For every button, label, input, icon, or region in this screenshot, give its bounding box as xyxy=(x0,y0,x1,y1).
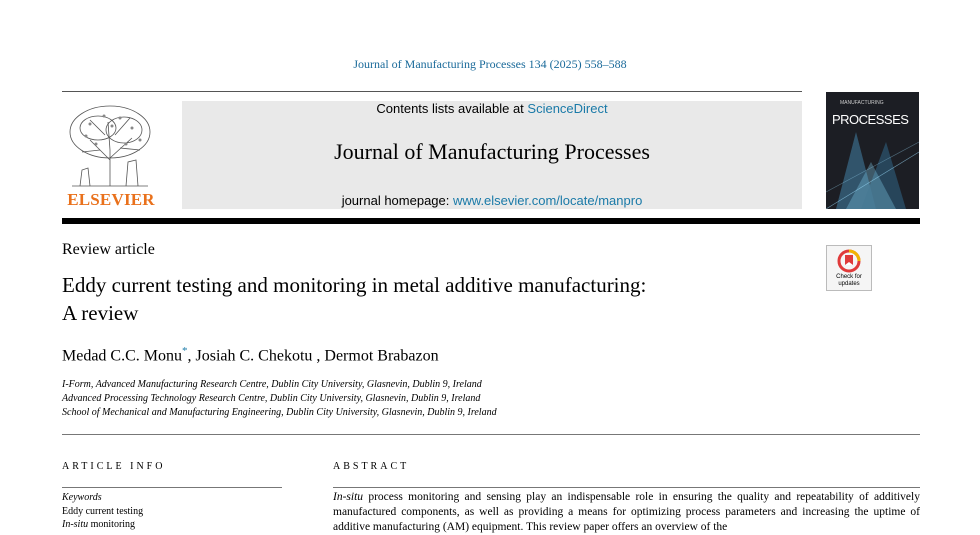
contents-line xyxy=(182,101,802,116)
check-updates-label: Check for updates xyxy=(836,274,862,287)
article-info-heading: ARTICLE INFO xyxy=(62,461,166,472)
keyword-prefix: In-situ xyxy=(62,519,89,530)
header-rule xyxy=(62,91,802,92)
homepage-prefix: journal homepage: xyxy=(341,193,453,208)
check-updates-icon xyxy=(827,247,871,275)
affiliation: I-Form, Advanced Manufacturing Research Centre, Dublin City University, Glasnevin, Dublin 9, Ireland xyxy=(62,379,482,390)
affiliation: School of Mechanical and Manufacturing Engineering, Dublin City University, Glasnevin, Dublin 9, Ireland xyxy=(62,407,497,418)
author-separator: , xyxy=(312,347,325,365)
keywords-heading: Keywords xyxy=(62,492,102,503)
keyword-text: monitoring xyxy=(90,519,136,530)
header-thick-rule xyxy=(62,218,920,224)
article-info-rule xyxy=(62,487,282,488)
abstract-text xyxy=(333,490,920,535)
homepage-line xyxy=(182,193,802,208)
journal-name: Journal of Manufacturing Processes xyxy=(334,139,650,164)
author-separator: , xyxy=(187,347,196,365)
author-list xyxy=(62,345,439,365)
article-type: Review article xyxy=(62,241,155,258)
abstract-lead: In-situ xyxy=(333,491,364,503)
check-for-updates-badge[interactable] xyxy=(826,245,872,291)
article-title-line-2: A review xyxy=(62,301,139,325)
article-title xyxy=(62,271,802,327)
author-name[interactable]: Dermot Brabazon xyxy=(324,347,439,365)
author-name[interactable]: Medad C.C. Monu xyxy=(62,347,182,365)
abstract-body: process monitoring and sensing play an indispensable role in ensuring the quality and repeatability of additively manufactured components, as well as providing a means for optimizing process parameters and increasing the uptime of additive manufacturing (AM) equipment. This review paper offers an overview of the xyxy=(333,491,920,533)
journal-cover[interactable] xyxy=(826,92,919,209)
affiliation: Advanced Processing Technology Research Centre, Dublin City University, Glasnevin, Dublin 9, Ireland xyxy=(62,393,481,404)
article-title-line-1: Eddy current testing and monitoring in metal additive manufacturing: xyxy=(62,273,647,297)
author-name[interactable]: Josiah C. Chekotu xyxy=(195,347,313,365)
section-rule xyxy=(62,434,920,435)
abstract-rule xyxy=(333,487,920,488)
cover-artwork xyxy=(826,92,919,209)
sciencedirect-link[interactable]: ScienceDirect xyxy=(527,101,608,116)
keyword xyxy=(62,519,135,530)
journal-citation[interactable]: Journal of Manufacturing Processes 134 (2025) 558–588 xyxy=(353,57,627,71)
cover-small-text: MANUFACTURING xyxy=(840,100,884,106)
keyword: Eddy current testing xyxy=(62,506,144,517)
abstract-heading: ABSTRACT xyxy=(333,461,410,472)
contents-prefix: Contents lists available at xyxy=(376,101,528,116)
cover-title: PROCESSES xyxy=(832,112,909,127)
corresponding-author-mark[interactable]: * xyxy=(182,345,188,357)
elsevier-wordmark[interactable]: ELSEVIER xyxy=(67,190,155,209)
homepage-link[interactable]: www.elsevier.com/locate/manpro xyxy=(453,193,643,208)
